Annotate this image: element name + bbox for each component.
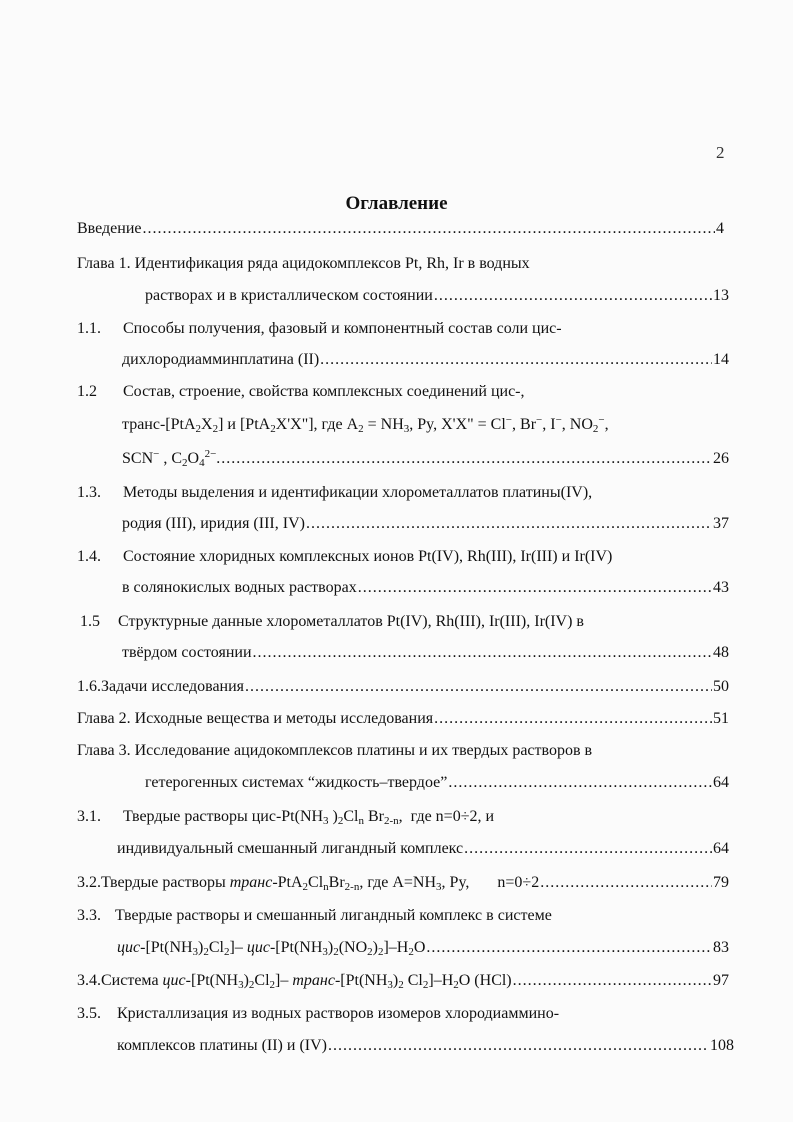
toc-section-1-1-line2 [122, 349, 729, 371]
dot-leader [358, 577, 712, 599]
section-number: 3.2. [77, 874, 101, 891]
toc-section-1-4-line2 [122, 577, 729, 599]
dot-leader [221, 448, 712, 470]
toc-entry-formula: Твердые растворы цис-$Pt(NH_3$ )$_2Cl_n$ $Br_{2-n}$, где n=0÷2, и [123, 808, 495, 827]
dot-leader [253, 642, 712, 664]
toc-section-3-3-line2 [117, 937, 729, 959]
toc-section-3-2 [77, 872, 729, 894]
section-number: 1.6. [77, 678, 101, 695]
toc-section-1-3-line2 [122, 513, 729, 535]
toc-page-ref: 50 [713, 678, 729, 695]
toc-entry-label: Глава 1. Идентификация ряда ацидокомплексов Pt, Rh, Ir в водных [77, 255, 530, 272]
toc-entry-label: комплексов платины (II) и (IV) [117, 1037, 327, 1054]
toc-entry-label: Состав, строение, свойства комплексных соединений цис-, [123, 383, 525, 400]
section-number: 1.5 [80, 613, 100, 630]
toc-page-ref: 83 [713, 939, 729, 956]
toc-section-1-2-line3 [122, 448, 729, 470]
toc-section-3-3-line1 [77, 905, 552, 927]
toc-section-3-5-line2 [117, 1035, 734, 1057]
dot-leader [513, 970, 712, 992]
page-number: 2 [716, 143, 725, 162]
toc-section-1-1-line1 [77, 318, 562, 340]
toc-entry-label: Глава 3. Исследование ацидокомплексов платины и их твердых растворов в [77, 742, 593, 759]
toc-page-ref: 108 [710, 1037, 734, 1054]
dot-leader [328, 1035, 709, 1057]
toc-entry-label: индивидуальный смешанный лигандный комплекс [117, 840, 464, 857]
toc-section-1-6 [77, 676, 729, 698]
toc-entry-label: Введение [77, 220, 142, 237]
toc-page-ref: 79 [713, 874, 729, 891]
section-number: 3.1. [77, 808, 101, 825]
dot-leader [464, 838, 712, 860]
toc-section-3-1-line1 [77, 806, 494, 828]
toc-section-1-5-line1 [80, 611, 584, 633]
section-number: 1.4. [77, 548, 101, 565]
dot-leader [143, 218, 716, 240]
toc-page-ref: 97 [713, 972, 729, 989]
toc-page-ref: 48 [713, 644, 729, 661]
toc-entry-label: Задачи исследования [101, 678, 245, 695]
dot-leader [434, 285, 712, 307]
toc-section-1-2-line1 [77, 381, 525, 403]
toc-page-ref: 14 [713, 351, 729, 368]
toc-entry-label: Глава 2. Исходные вещества и методы исследования [77, 710, 434, 727]
toc-entry-label: растворах и в кристаллическом состоянии [145, 287, 433, 304]
toc-section-1-5-line2 [122, 642, 729, 664]
toc-page-ref: 51 [713, 710, 729, 727]
toc-chapter-1-line2 [145, 285, 729, 307]
toc-chapter-2 [77, 708, 729, 730]
toc-section-1-3-line1 [77, 482, 592, 504]
toc-entry-label: дихлородиамминплатина (II) [122, 351, 320, 368]
dot-leader [448, 772, 712, 794]
toc-section-3-1-line2 [117, 838, 729, 860]
toc-entry-introduction [77, 218, 724, 240]
section-number: 1.1. [77, 320, 101, 337]
toc-entry-formula: Система цис-$[Pt(NH_3)_2Cl_2]-$ транс-[$Pt(NH_3)_2$ $Cl_2]-H_2O$ (HCl) [101, 972, 512, 991]
toc-chapter-1-line1 [77, 253, 530, 275]
toc-section-1-4-line1 [77, 546, 612, 568]
toc-entry-label: гетерогенных системах “жидкость–твердое” [145, 774, 448, 791]
toc-entry-label: Состояние хлоридных комплексных ионов Pt(IV), Rh(III), Ir(III) и Ir(IV) [123, 548, 613, 565]
toc-chapter-3-line1 [77, 740, 592, 762]
toc-entry-label: Методы выделения и идентификации хлорометаллатов платины(IV), [123, 484, 593, 501]
section-number: 1.2 [77, 383, 97, 400]
dot-leader [306, 513, 712, 535]
toc-page-ref: 64 [713, 840, 729, 857]
toc-entry-label: Кристаллизация из водных растворов изомеров хлородиаммино- [117, 1005, 560, 1022]
toc-entry-label: Структурные данные хлорометаллатов Pt(IV), Rh(III), Ir(III), Ir(IV) в [118, 613, 584, 630]
toc-page-ref: 26 [713, 450, 729, 467]
toc-section-3-5-line1 [77, 1003, 559, 1025]
toc-entry-label: родия (III), иридия (III, IV) [122, 515, 305, 532]
toc-chapter-3-line2 [145, 772, 729, 794]
dot-leader [426, 937, 712, 959]
toc-entry-label: Способы получения, фазовый и компонентный состав соли цис- [123, 320, 562, 337]
toc-page-ref: 37 [713, 515, 729, 532]
section-number: 3.3. [77, 907, 101, 924]
dot-leader [540, 872, 712, 894]
toc-entry-formula: транс-$[PtA_2X_2]$ и [PtA$_2$X'X"], где $A_2 = NH_3$, Py, X'X" = Cl−, Br−, I−, $NO_2^-$, [122, 414, 609, 435]
toc-entry-label: твёрдом состоянии [122, 644, 252, 661]
toc-entry-formula: Твердые растворы транс-$PtA_2Cl_nBr_{2-n}$, где $A=NH_3$, Py, n=0÷2 [101, 874, 540, 893]
toc-page-ref: 4 [716, 220, 724, 237]
section-number: 1.3. [77, 484, 101, 501]
toc-section-3-4 [77, 970, 729, 992]
toc-entry-label: в солянокислых водных растворах [122, 579, 357, 596]
page-title: Оглавление [345, 193, 448, 214]
toc-entry-formula: цис-$[Pt(NH_3)_2Cl_2]-$ цис-$[Pt(NH_3)_2(NO_2)_2]-H_2O$ [117, 939, 426, 958]
toc-entry-formula: SCN− , $C_2O_4^{2-}$. [122, 448, 221, 469]
dot-leader [434, 708, 712, 730]
toc-page-ref: 43 [713, 579, 729, 596]
section-number: 3.4. [77, 972, 101, 989]
toc-page-ref: 64 [713, 774, 729, 791]
dot-leader [245, 676, 712, 698]
toc-entry-label: Твердые растворы и смешанный лигандный комплекс в системе [115, 907, 552, 924]
dot-leader [320, 349, 712, 371]
toc-page-ref: 13 [713, 287, 729, 304]
section-number: 3.5. [77, 1005, 101, 1022]
toc-section-1-2-line2 [122, 414, 609, 436]
